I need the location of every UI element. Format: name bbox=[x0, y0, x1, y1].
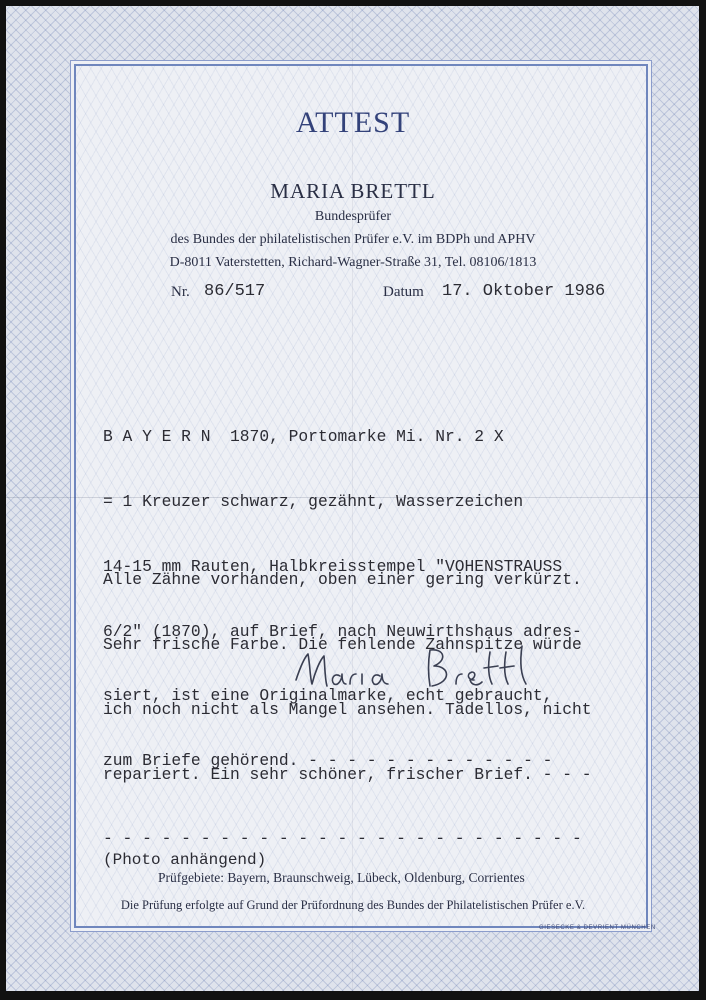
description-line: B A Y E R N 1870, Portomarke Mi. Nr. 2 X bbox=[103, 427, 504, 447]
examination-areas: Prüfgebiete: Bayern, Braunschweig, Lübeck, Oldenburg, Corrientes bbox=[158, 870, 525, 885]
examiner-name: MARIA BRETTL bbox=[270, 179, 436, 203]
condition-line: Alle Zähne vorhanden, oben einer gering verkürzt. bbox=[103, 570, 582, 590]
legal-footer: Die Prüfung erfolgte auf Grund der Prüfordnung des Bundes der Philatelistischen Prüfer e.V. bbox=[120, 898, 586, 912]
condition-line: - - - - - - - - - - - - - - - - - - - - - - - - - bbox=[103, 829, 582, 849]
description-line: 14-15 mm Rauten, Halbkreisstempel "VOHENSTRAUSS bbox=[103, 556, 563, 576]
address-line: D-8011 Vaterstetten, Richard-Wagner-Straße 31, Tel. 08106/1813 bbox=[169, 255, 537, 270]
association-line: des Bundes der philatelistischen Prüfer e.V. im BDPh und APHV bbox=[170, 232, 536, 247]
description-line: 6/2" (1870), auf Brief, nach Neuwirthshaus adres- bbox=[103, 621, 582, 641]
description-line: = 1 Kreuzer schwarz, gezähnt, Wasserzeichen bbox=[103, 491, 524, 511]
printer-imprint: GIESECKE & DEVRIENT MÜNCHEN bbox=[539, 925, 656, 931]
certificate-number-label: Nr. bbox=[171, 284, 190, 300]
certificate-number: 86/517 bbox=[204, 282, 266, 301]
handwritten-signature bbox=[288, 640, 548, 710]
certificate-date: 17. Oktober 1986 bbox=[442, 282, 606, 301]
description-line: siert, ist eine Originalmarke, echt gebraucht, bbox=[103, 686, 553, 706]
condition-line: ich noch nicht als Mangel ansehen. Tadellos, nicht bbox=[103, 699, 592, 719]
date-label: Datum bbox=[383, 284, 424, 300]
condition-line: Sehr frische Farbe. Die fehlende Zahnspitze würde bbox=[103, 634, 582, 654]
examiner-role: Bundesprüfer bbox=[314, 209, 392, 224]
description-line: zum Briefe gehörend. - - - - - - - - - - - - - bbox=[103, 751, 553, 771]
photo-note: (Photo anhängend) bbox=[103, 851, 267, 869]
condition-line: repariert. Ein sehr schöner, frischer Brief. - - - bbox=[103, 764, 592, 784]
document-title: ATTEST bbox=[295, 106, 411, 139]
